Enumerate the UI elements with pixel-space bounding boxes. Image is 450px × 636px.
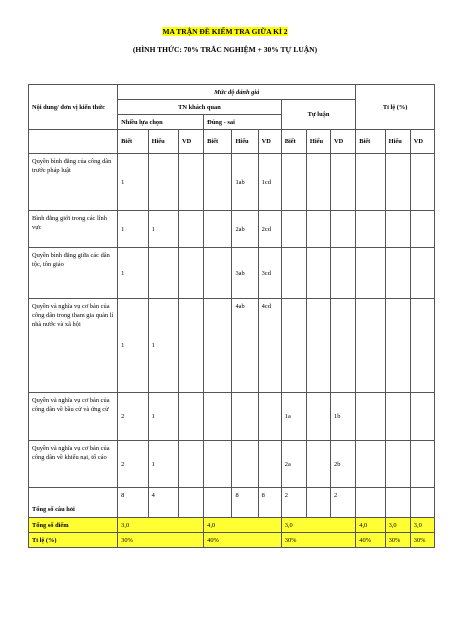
table-cell (356, 248, 385, 299)
row-label: Quyền bình đẳng giữa các dân tộc, tôn giáo (29, 248, 118, 299)
total-questions-label: Tổng số câu hỏi (29, 488, 118, 518)
table-cell (306, 248, 330, 299)
level-header: Hiểu (306, 130, 330, 154)
table-cell (331, 211, 356, 248)
row-label: Quyền và nghĩa vụ cơ bản của công dân về khiếu nại, tố cáo (29, 441, 118, 488)
table-cell (258, 393, 281, 441)
table-cell: 1ab (232, 154, 258, 211)
table-cell (306, 441, 330, 488)
document-title: MA TRẬN ĐỀ KIỂM TRA GIỮA KÌ 2 (162, 27, 288, 36)
table-cell: 1 (118, 154, 148, 211)
table-cell: 1a (281, 393, 306, 441)
table-cell: 2 (331, 488, 356, 518)
assessment-matrix-table (28, 84, 435, 548)
table-cell (178, 441, 203, 488)
level-header: VD (410, 130, 434, 154)
table-cell: 2b (331, 441, 356, 488)
table-cell: 1 (148, 393, 178, 441)
table-cell (410, 154, 434, 211)
ratio-multiple-choice: 30% (118, 533, 204, 548)
table-cell (385, 299, 410, 393)
level-header: VD (331, 130, 356, 154)
header-ratio: Tỉ lệ (%) (356, 85, 435, 130)
table-cell: 8 (118, 488, 148, 518)
level-header: Biết (356, 130, 385, 154)
table-cell: 4 (148, 488, 178, 518)
level-header: Biết (204, 130, 232, 154)
table-row (29, 299, 435, 393)
table-cell: 1 (118, 211, 148, 248)
table-cell: 1 (118, 248, 148, 299)
table-cell (281, 299, 306, 393)
table-cell (204, 393, 232, 441)
points-true-false: 4,0 (204, 518, 282, 533)
row-label: Quyền và nghĩa vụ cơ bản của công dân trong tham gia quản lí nhà nước và xã hội (29, 299, 118, 393)
table-cell (410, 248, 434, 299)
table-cell: 2 (118, 441, 148, 488)
table-cell (204, 211, 232, 248)
blank-cell (29, 130, 118, 154)
header-objective: TN khách quan (118, 100, 282, 115)
table-cell (204, 154, 232, 211)
table-row (29, 248, 435, 299)
table-cell (385, 154, 410, 211)
table-cell (331, 299, 356, 393)
table-cell: 1 (118, 299, 148, 393)
table-cell (356, 488, 385, 518)
total-questions-row (29, 488, 435, 518)
table-cell: 3cd (258, 248, 281, 299)
table-cell: 8 (258, 488, 281, 518)
row-label: Bình đẳng giới trong các lĩnh vực (29, 211, 118, 248)
row-label: Quyền và nghĩa vụ cơ bản của công dân về bầu cử và ứng cử (29, 393, 118, 441)
table-cell: 4cd (258, 299, 281, 393)
header-content-unit: Nội dung/ đơn vị kiến thức (29, 85, 118, 130)
table-row (29, 393, 435, 441)
points-essay: 3,0 (281, 518, 356, 533)
header-true-false: Đúng - sai (204, 115, 282, 130)
table-cell (204, 441, 232, 488)
points-ratio-biet: 4,0 (356, 518, 385, 533)
level-header: VD (258, 130, 281, 154)
table-cell (356, 211, 385, 248)
table-cell (410, 299, 434, 393)
table-cell (281, 211, 306, 248)
table-cell (281, 248, 306, 299)
table-cell (232, 393, 258, 441)
points-ratio-hieu: 3,0 (385, 518, 410, 533)
table-cell (258, 441, 281, 488)
table-cell: 8 (232, 488, 258, 518)
table-cell (306, 211, 330, 248)
table-cell (410, 488, 434, 518)
table-cell (331, 248, 356, 299)
table-cell (356, 154, 385, 211)
table-cell (204, 299, 232, 393)
total-ratio-label: Tỉ lệ (%) (29, 533, 118, 548)
level-header: Biết (281, 130, 306, 154)
table-cell (306, 393, 330, 441)
header-assessment-level: Mức độ đánh giá (118, 85, 356, 100)
level-header: VD (178, 130, 203, 154)
table-cell: 1 (148, 211, 178, 248)
table-cell (232, 441, 258, 488)
table-cell (281, 154, 306, 211)
total-points-row (29, 518, 435, 533)
header-multiple-choice: Nhiều lựa chọn (118, 115, 204, 130)
table-cell (410, 441, 434, 488)
row-label: Quyền bình đẳng của công dân trước pháp luật (29, 154, 118, 211)
table-cell (306, 154, 330, 211)
table-cell: 1 (148, 441, 178, 488)
ratio-true-false: 40% (204, 533, 282, 548)
table-cell (148, 154, 178, 211)
level-header: Hiểu (232, 130, 258, 154)
table-cell (148, 248, 178, 299)
table-cell (385, 393, 410, 441)
table-cell (178, 488, 203, 518)
table-cell (204, 248, 232, 299)
header-essay: Tự luận (281, 100, 356, 130)
table-cell (356, 441, 385, 488)
table-cell (385, 211, 410, 248)
table-cell (306, 299, 330, 393)
table-cell (356, 299, 385, 393)
table-row (29, 154, 435, 211)
table-cell (385, 441, 410, 488)
table-cell (178, 299, 203, 393)
points-multiple-choice: 3,0 (118, 518, 204, 533)
table-cell: 2 (281, 488, 306, 518)
table-cell (204, 488, 232, 518)
table-cell (331, 154, 356, 211)
table-cell (356, 393, 385, 441)
table-cell (385, 488, 410, 518)
table-cell (178, 211, 203, 248)
table-cell: 4ab (232, 299, 258, 393)
table-cell (410, 393, 434, 441)
table-cell (178, 393, 203, 441)
table-cell (178, 248, 203, 299)
ratio-biet: 40% (356, 533, 385, 548)
table-row (29, 211, 435, 248)
table-cell (385, 248, 410, 299)
table-cell: 1cd (258, 154, 281, 211)
table-row (29, 441, 435, 488)
table-cell: 2cd (258, 211, 281, 248)
table-cell: 1b (331, 393, 356, 441)
table-cell: 2ab (232, 211, 258, 248)
ratio-vd: 30% (410, 533, 434, 548)
table-cell (178, 154, 203, 211)
table-cell: 3ab (232, 248, 258, 299)
points-ratio-vd: 3,0 (410, 518, 434, 533)
total-points-label: Tổng số điểm (29, 518, 118, 533)
ratio-hieu: 30% (385, 533, 410, 548)
table-cell: 2 (118, 393, 148, 441)
level-header: Hiểu (148, 130, 178, 154)
table-cell (306, 488, 330, 518)
level-header: Hiểu (385, 130, 410, 154)
total-ratio-row (29, 533, 435, 548)
document-subtitle: (HÌNH THỨC: 70% TRẮC NGHIỆM + 30% TỰ LUẬN) (132, 45, 318, 54)
table-cell (410, 211, 434, 248)
level-header: Biết (118, 130, 148, 154)
table-cell: 1 (148, 299, 178, 393)
table-cell: 2a (281, 441, 306, 488)
ratio-essay: 30% (281, 533, 356, 548)
